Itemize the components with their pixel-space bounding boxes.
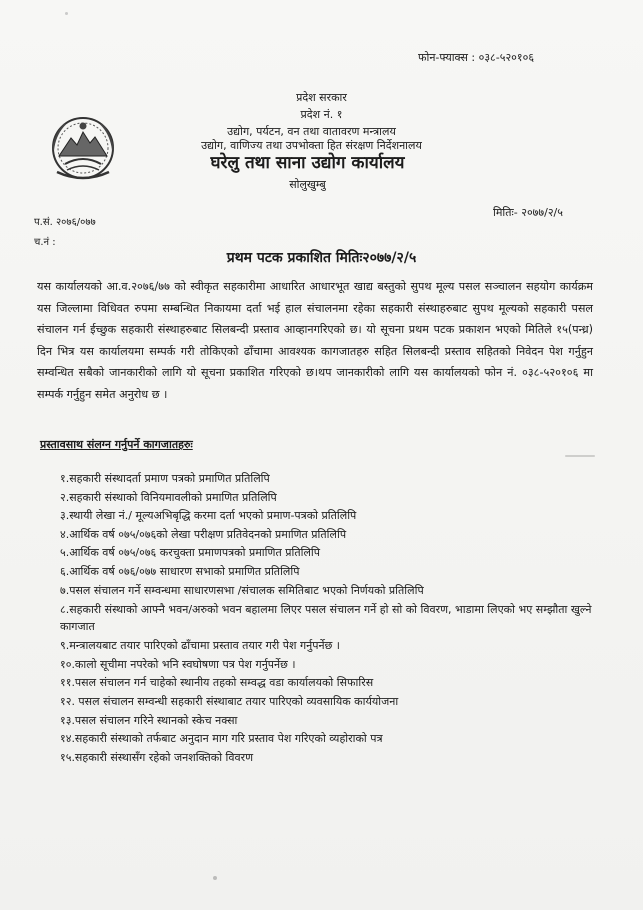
list-item: ९.मन्त्रालयबाट तयार पारिएको ढाँचामा प्रस्ताव तयार गरी पेश गर्नुपर्नेछ । (60, 639, 340, 653)
documents-list (60, 470, 620, 767)
list-item: ४.आर्थिक वर्ष ०७५/०७६को लेखा परीक्षण प्रतिवेदनको प्रमाणित प्रतिलिपि (60, 527, 347, 541)
dispatch-number: च.नं : (34, 237, 56, 248)
scan-speck (213, 876, 217, 880)
letter-date: मितिः- २०७७/२/५ (493, 206, 563, 219)
list-item: १३.पसल संचालन गरिने स्थानको स्केच नक्सा (60, 713, 238, 727)
list-item: ३.स्थायी लेखा नं./ मूल्यअभिबृद्धि करमा दर्ता भएको प्रमाण-पत्रको प्रतिलिपि (60, 509, 357, 523)
list-item: ६.आर्थिक वर्ष ०७६/०७७ साधारण सभाको प्रमाणित प्रतिलिपि (60, 564, 300, 578)
documents-heading: प्रस्तावसाथ संलग्न गर्नुपर्ने कागजातहरुः (40, 438, 193, 451)
list-item: १४.सहकारी संस्थाको तर्फबाट अनुदान माग गरि प्रस्ताव पेश गरिएको व्यहोराको पत्र (60, 732, 383, 746)
phone-fax: फोन-फ्याक्स : ०३८-५२०१०६ (418, 51, 535, 64)
header-line-1: प्रदेश सरकार (296, 91, 347, 104)
list-item: १.सहकारी संस्थादर्ता प्रमाण पत्रको प्रमाणित प्रतिलिपि (60, 472, 270, 485)
scan-speck (565, 455, 595, 457)
list-item: ७.पसल संचालन गर्ने सम्वन्धमा साधारणसभा /संचालक समितिबाट भएको निर्णयको प्रतिलिपि (60, 583, 424, 597)
header-line-directorate: उद्योग, वाणिज्य तथा उपभोक्ता हित संरक्षण निर्देशनालय (201, 139, 422, 152)
list-item: १२. पसल संचालन सम्वन्धी सहकारी संस्थाबाट तयार पारिएको व्यवसायिक कार्ययोजना (60, 694, 399, 708)
list-item: १५.सहकारी संस्थासँग रहेको जनशक्तिको विवरण (60, 750, 254, 764)
list-item: २.सहकारी संस्थाको विनियमावलीको प्रमाणित प्रतिलिपि (60, 490, 277, 504)
list-item: ५.आर्थिक वर्ष ०७५/०७६ करचुक्ता प्रमाणपत्रको प्रमाणित प्रतिलिपि (60, 546, 321, 560)
notice-body: यस कार्यालयको आ.व.२०७६/७७ को स्वीकृत सहकारीमा आधारित आधारभूत खाद्य बस्तुको सुपथ मूल्य पसल सञ्चालन सहयोग कार्यक्रम यस जिल्लामा विधिवत रुपमा सम्बन्धित निकायमा दर्ता भई हाल संचालनमा रहेका सहकारी संस्थाहरुबाट सुपथ मूल्यको सहकारी पसल संचालन गर्न ईच्छुक सहकारी संस्थाहरुबाट सिलबन्दी प्रस्ताव आव्हानगरिएको छ। यो सूचना प्रथम पटक प्रकाशन भएको मितिले १५(पन्ध्र) दिन भित्र यस कार्यालयमा सम्पर्क गरी तोकिएको ढाँचामा आवश्यक कागजातहरु सहित सिलबन्दी प्रस्ताव सहितको निवेदन पेश गर्नुहुन सम्वन्धित सबैको जानकारीको लागि यो सूचना प्रकाशित गरिएको छ।थप जानकारीको लागि यस कार्यालयको फोन नं. ०३८-५२०१०६ मा सम्पर्क गर्नुहुन समेत अनुरोध छ । (37, 280, 593, 401)
scan-speck (65, 12, 68, 15)
list-item: १०.कालो सूचीमा नपरेको भनि स्वघोषणा पत्र पेश गर्नुपर्नेछ । (60, 657, 296, 671)
list-item: ८.सहकारी संस्थाको आफ्नै भवन/अरुको भवन बहालमा लिएर पसल संचालन गर्ने हो सो को विवरण, भाडामा लिएको भए सम्झौता खुल्ने कागजात (60, 603, 592, 634)
header-line-ministry: उद्योग, पर्यटन, वन तथा वातावरण मन्त्रालय (227, 125, 396, 138)
reference-number: प.सं. २०७६/०७७ (34, 217, 96, 228)
office-location: सोलुखुम्बु (289, 178, 326, 191)
header-line-2: प्रदेश नं. १ (300, 108, 343, 121)
office-name: घरेलु तथा साना उद्योग कार्यालय (210, 153, 405, 173)
notice-title: प्रथम पटक प्रकाशित मितिः२०७७/२/५ (226, 250, 417, 266)
list-item: ११.पसल संचालन गर्न चाहेको स्थानीय तहको सम्वद्ध वडा कार्यालयको सिफारिस (60, 676, 374, 690)
